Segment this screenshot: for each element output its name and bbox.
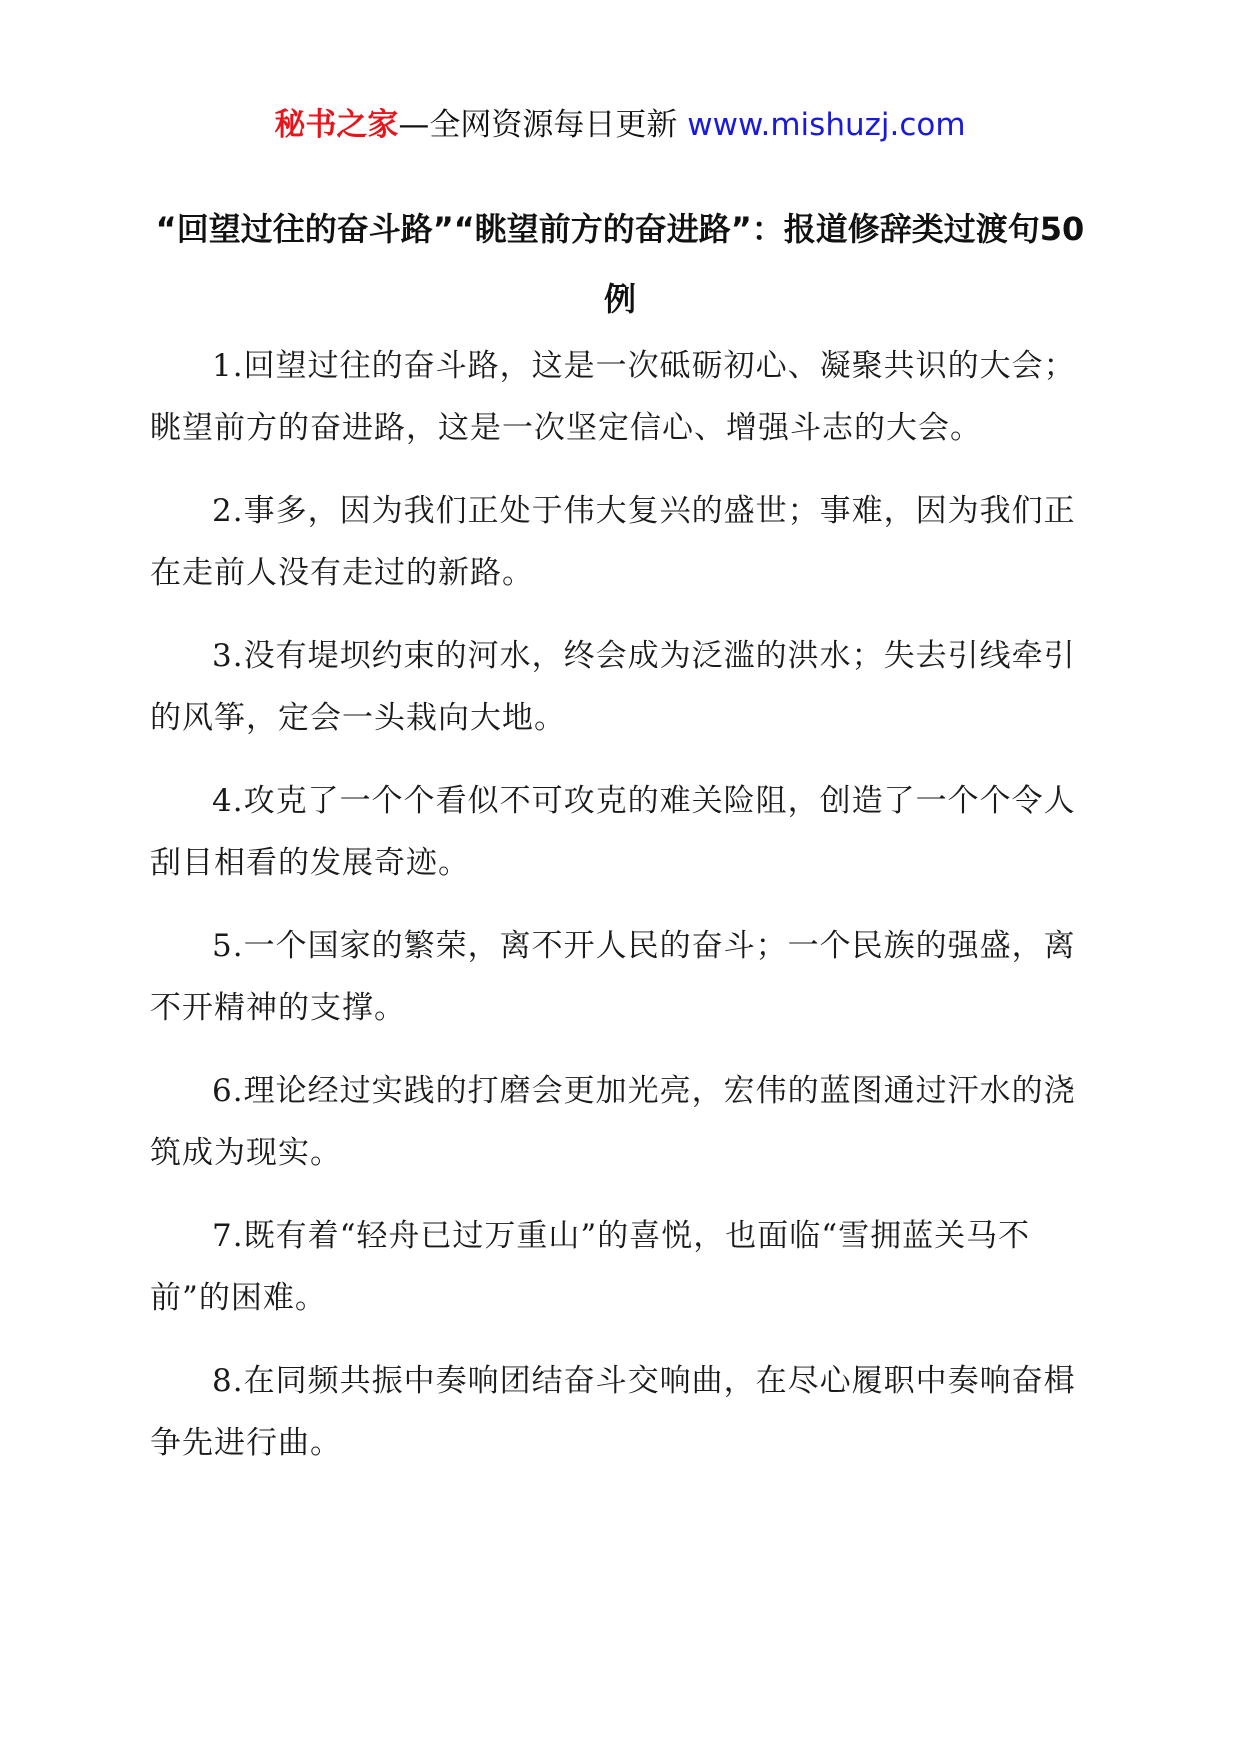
site-url-link[interactable]: www.mishuzj.com — [687, 107, 966, 143]
paragraph-2: 2.事多，因为我们正处于伟大复兴的盛世；事难，因为我们正在走前人没有走过的新路。 — [150, 493, 1076, 591]
paragraph-7: 7.既有着“轻舟已过万重山”的喜悦，也面临“雪拥蓝关马不前”的困难。 — [150, 1218, 1031, 1316]
brand-name: 秘书之家 — [274, 107, 399, 143]
header-tagline: —全网资源每日更新 — [398, 107, 678, 143]
document-title: “回望过往的奋斗路”“眺望前方的奋进路”：报道修辞类过渡句50例 — [155, 210, 1085, 318]
paragraph-1: 1.回望过往的奋斗路，这是一次砥砺初心、凝聚共识的大会；眺望前方的奋进路，这是一次坚定信心、增强斗志的大会。 — [150, 348, 1076, 446]
paragraph-4: 4.攻克了一个个看似不可攻克的难关险阻，创造了一个个令人刮目相看的发展奇迹。 — [150, 783, 1076, 881]
paragraph-6: 6.理论经过实践的打磨会更加光亮，宏伟的蓝图通过汗水的浇筑成为现实。 — [150, 1073, 1076, 1171]
paragraph-3: 3.没有堤坝约束的河水，终会成为泛滥的洪水；失去引线牵引的风筝，定会一头栽向大地。 — [150, 638, 1076, 736]
paragraph-8: 8.在同频共振中奏响团结奋斗交响曲，在尽心履职中奏响奋楫争先进行曲。 — [150, 1363, 1076, 1461]
document-body — [150, 335, 1090, 1495]
site-header — [0, 98, 1240, 152]
paragraph-5: 5.一个国家的繁荣，离不开人民的奋斗；一个民族的强盛，离不开精神的支撑。 — [150, 928, 1076, 1026]
